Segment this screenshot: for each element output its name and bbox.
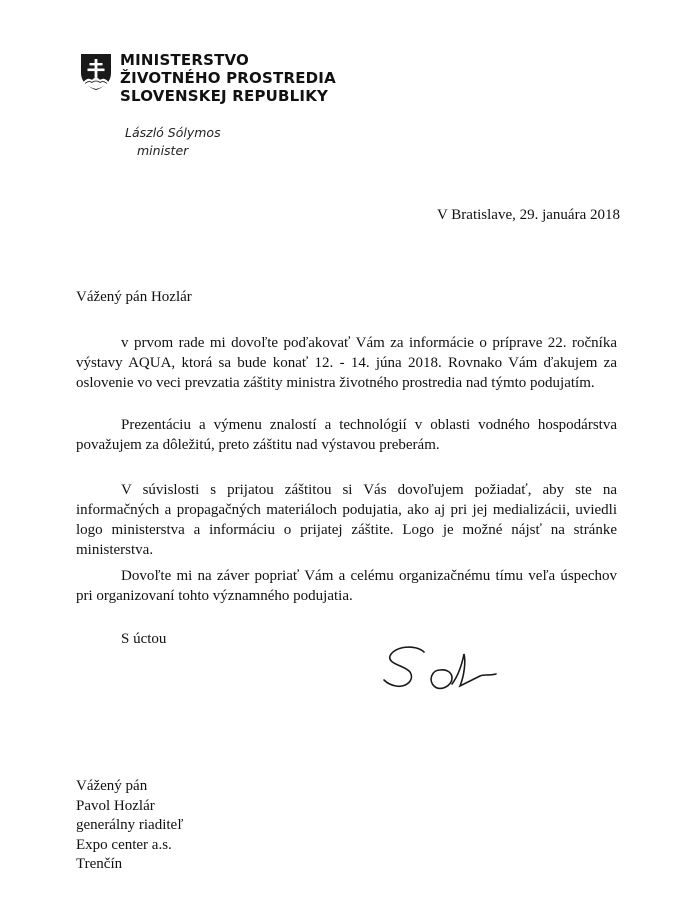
paragraph-3: V súvislosti s prijatou záštitou si Vás dovoľujem požiadať, aby ste na informačných a propagačných materiáloch podujatia, ako aj pri jej medializácii, uviedli logo ministerstva a informáciu o prijatej záštite. Logo je možné nájsť na stránke ministerstva. [76, 482, 617, 558]
address-line: Expo center a.s. [76, 836, 172, 853]
address-line: Trenčín [76, 856, 123, 872]
paragraph-4: Dovoľte mi na záver popriať Vám a celému organizačnému tímu veľa úspechov pri organizovaní tohto významného podujatia. [76, 568, 617, 604]
ministry-name [120, 51, 336, 105]
address-line: Pavol Hozlár [76, 797, 155, 814]
closing: S úctou [121, 631, 167, 647]
recipient-address [76, 777, 183, 875]
letter-date: V Bratislave, 29. januára 2018 [436, 207, 620, 223]
salutation: Vážený pán Hozlár [76, 289, 192, 305]
minister-title: minister [137, 143, 189, 158]
signature [380, 640, 510, 700]
ministry-line: SLOVENSKEJ REPUBLIKY [120, 87, 329, 105]
paragraph-1: v prvom rade mi dovoľte poďakovať Vám za informácie o príprave 22. ročníka výstavy AQUA, ktorá sa bude konať 12. - 14. júna 2018. Rovnako Vám ďakujem za oslovenie vo veci prevzatia záštity ministra životného prostredia nad týmto podujatím. [76, 335, 617, 391]
minister-name: László Sólymos [125, 125, 221, 140]
ministry-line: MINISTERSTVO [120, 51, 250, 69]
coat-of-arms-icon [80, 53, 112, 91]
address-line: Vážený pán [76, 778, 148, 794]
ministry-line: ŽIVOTNÉHO PROSTREDIA [120, 69, 336, 87]
address-line: generálny riaditeľ [76, 817, 184, 833]
paragraph-2: Prezentáciu a výmenu znalostí a technológií v oblasti vodného hospodárstva považujem za dôležitú, preto záštitu nad výstavou preberám. [76, 417, 617, 453]
